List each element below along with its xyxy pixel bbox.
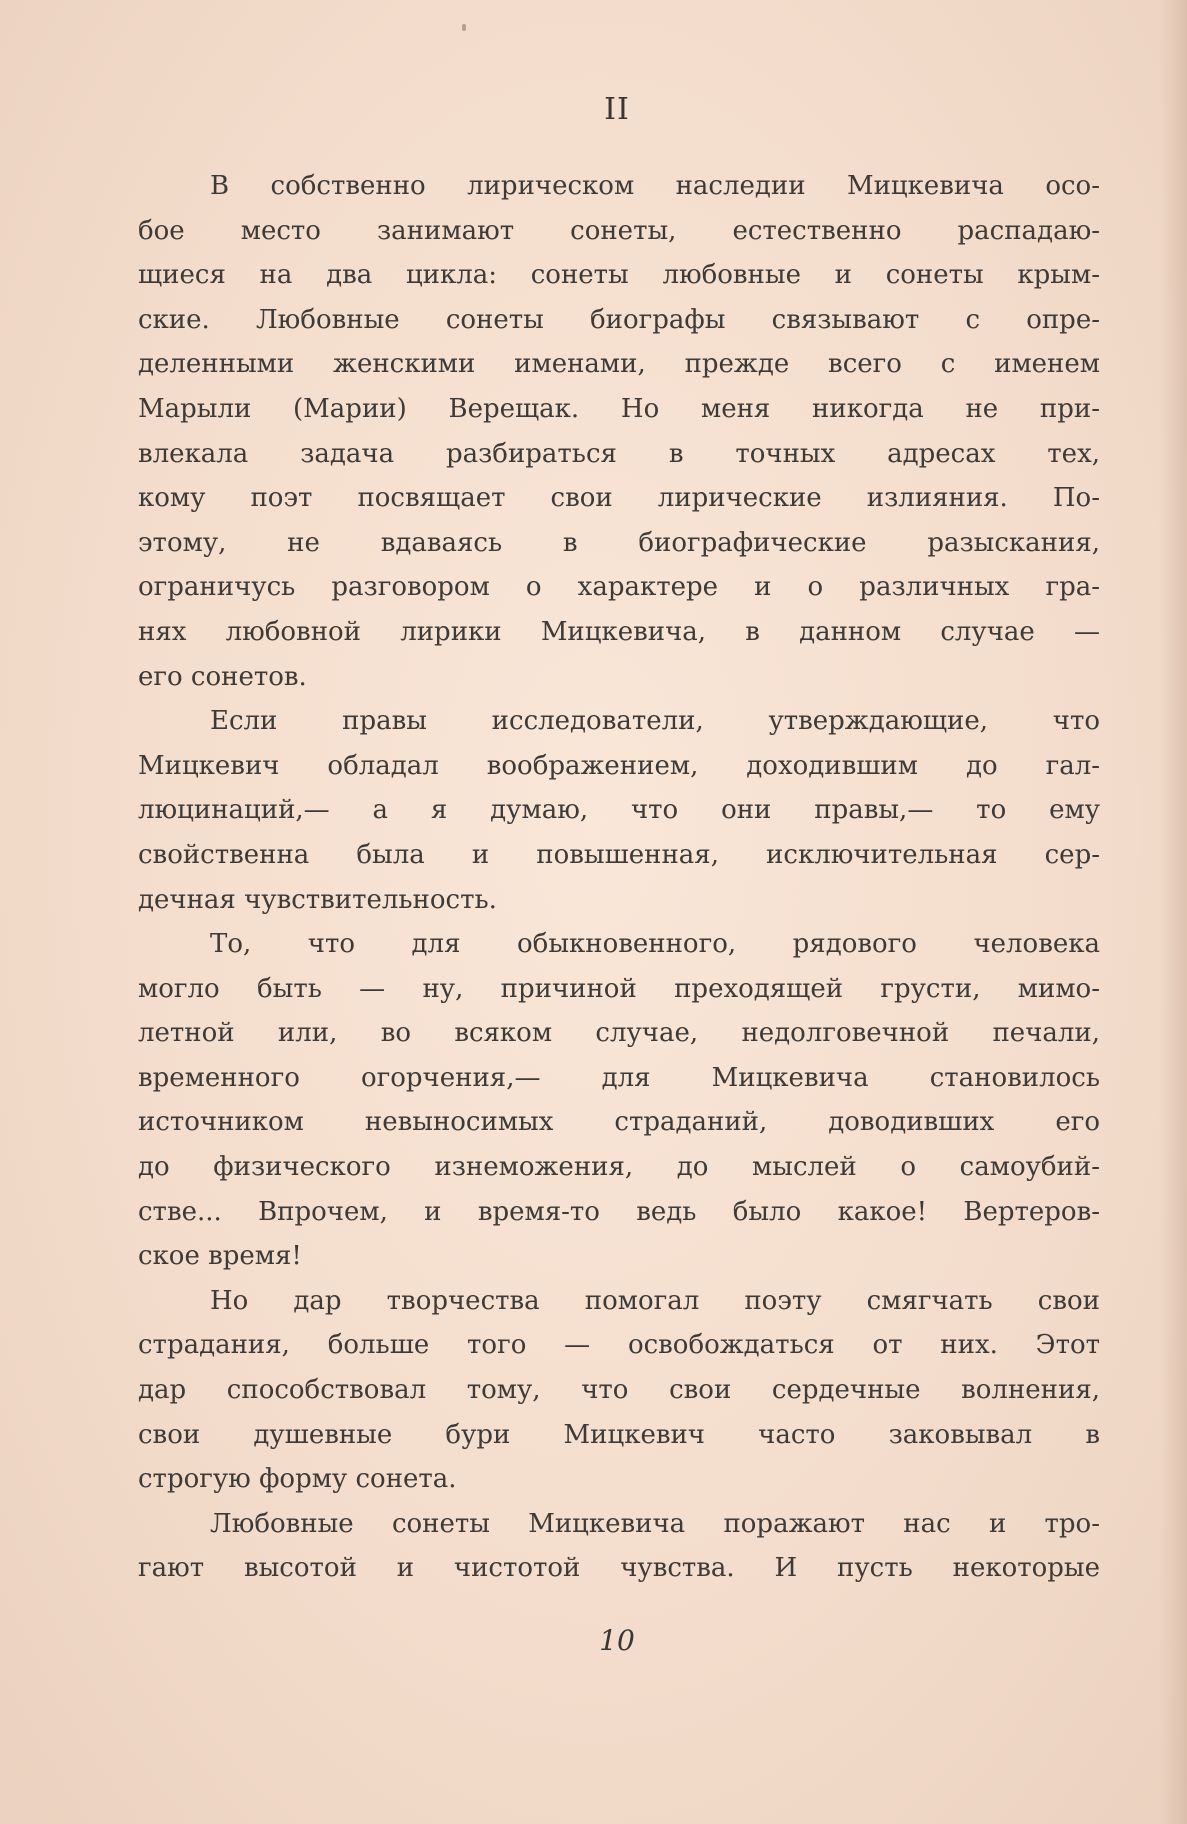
text-line: Мицкевич обладал воображением, доходившим до гал- <box>138 750 1100 781</box>
text-line: Но дар творчества помогал поэту смягчать свои <box>210 1285 1100 1316</box>
text-line: источником невыносимых страданий, доводивших его <box>138 1107 1100 1138</box>
text-line: ское время! <box>138 1241 302 1272</box>
text-line: В собственно лирическом наследии Мицкевича осо- <box>210 171 1100 201</box>
paragraph <box>138 922 1100 1279</box>
text-line: свои душевные бури Мицкевич часто заковывал в <box>138 1419 1100 1450</box>
text-line: его сонетов. <box>138 661 307 692</box>
text-line: Любовные сонеты Мицкевича поражают нас и тро- <box>210 1508 1100 1539</box>
text-line: То, что для обыкновенного, рядового человека <box>210 929 1100 960</box>
text-line: летной или, во всяком случае, недолговечной печали, <box>138 1018 1100 1049</box>
paragraph <box>138 1279 1100 1502</box>
text-line: этому, не вдаваясь в биографические разыскания, <box>138 527 1100 558</box>
text-line: ограничусь разговором о характере и о различных гра- <box>138 572 1100 603</box>
text-line: деленными женскими именами, прежде всего с именем <box>138 349 1100 380</box>
text-line: свойственна была и повышенная, исключительная сер- <box>138 839 1100 870</box>
text-line: люцинаций,— а я думаю, что они правы,— то ему <box>138 795 1100 826</box>
text-line: строгую форму сонета. <box>138 1464 457 1495</box>
body-text <box>138 164 1100 1591</box>
page-number: 10 <box>599 1624 635 1657</box>
paper-speck <box>462 24 466 31</box>
text-line: временного огорчения,— для Мицкевича становилось <box>138 1062 1100 1093</box>
text-line: гают высотой и чистотой чувства. И пусть некоторые <box>138 1553 1100 1584</box>
text-line: бое место занимают сонеты, естественно распадаю- <box>138 215 1100 246</box>
text-line: страдания, больше того — освобождаться от них. Этот <box>138 1330 1100 1361</box>
text-line: до физического изнеможения, до мыслей о самоубий- <box>138 1152 1100 1183</box>
paragraph <box>138 164 1100 699</box>
text-line: ские. Любовные сонеты биографы связывают с опре- <box>138 304 1100 335</box>
text-line: влекала задача разбираться в точных адресах тех, <box>138 438 1100 469</box>
page-edge-shadow <box>1159 0 1187 1824</box>
text-line: нях любовной лирики Мицкевича, в данном случае — <box>138 616 1100 647</box>
text-line: Если правы исследователи, утверждающие, что <box>210 706 1100 737</box>
chapter-number: II <box>604 92 630 127</box>
paragraph <box>138 1502 1100 1591</box>
text-line: Марыли (Марии) Верещак. Но меня никогда не при- <box>138 393 1100 424</box>
paragraph <box>138 699 1100 922</box>
text-line: стве... Впрочем, и время-то ведь было какое! Вертеров- <box>138 1196 1100 1227</box>
text-line: щиеся на два цикла: сонеты любовные и сонеты крым- <box>138 260 1100 291</box>
text-line: могло быть — ну, причиной преходящей грусти, мимо- <box>138 973 1100 1004</box>
text-line: дар способствовал тому, что свои сердечные волнения, <box>138 1375 1100 1406</box>
text-line: кому поэт посвящает свои лирические излияния. По- <box>138 483 1100 514</box>
text-line: дечная чувствительность. <box>138 884 497 915</box>
